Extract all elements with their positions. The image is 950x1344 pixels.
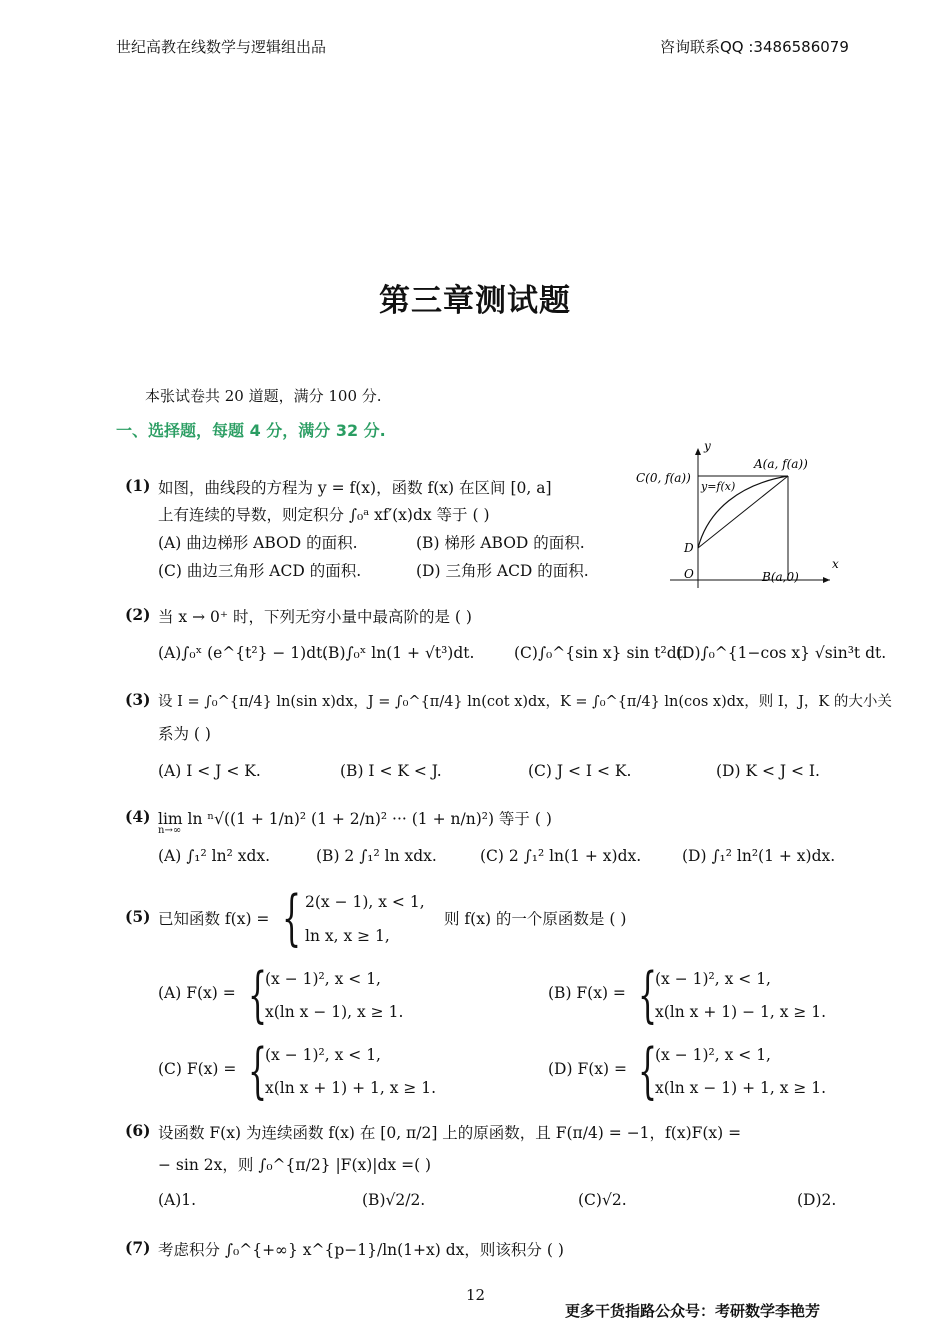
q1-line1: 如图，曲线段的方程为 y = f(x)，函数 f(x) 在区间 [0, a] [158, 479, 552, 497]
q4-option-d: (D) ∫₁² ln²(1 + x)dx. [682, 847, 836, 865]
q4-number: (4) [125, 807, 151, 826]
label-x: x [832, 557, 839, 571]
q6-option-b: (B)√2/2. [362, 1191, 426, 1209]
label-A: A(a, f(a)) [754, 457, 808, 471]
q5-option-d-label: (D) F(x) = [548, 1060, 627, 1078]
q5-option-b-label: (B) F(x) = [548, 984, 626, 1002]
q4-option-c: (C) 2 ∫₁² ln(1 + x)dx. [480, 847, 642, 865]
q3-number: (3) [125, 690, 151, 709]
label-B: B(a,0) [762, 570, 799, 584]
q6-option-d: (D)2. [797, 1191, 837, 1209]
q3-option-c: (C) J < I < K. [528, 762, 632, 780]
q6-line2: − sin 2x，则 ∫₀^{π/2} |F(x)|dx =( ) [158, 1156, 432, 1174]
q4-option-b: (B) 2 ∫₁² ln xdx. [316, 847, 437, 865]
intro-note: 本张试卷共 20 道题，满分 100 分. [145, 387, 382, 405]
q4-option-a: (A) ∫₁² ln² xdx. [158, 847, 271, 865]
curve-figure [630, 440, 845, 590]
q2-stem: 当 x → 0⁺ 时，下列无穷小量中最高阶的是 ( ) [158, 608, 472, 626]
q1-line2: 上有连续的导数，则定积分 ∫₀ᵃ xf′(x)dx 等于 ( ) [158, 506, 490, 524]
q5-option-a-case2: x(ln x − 1), x ≥ 1. [265, 1003, 404, 1021]
q6-option-a: (A)1. [158, 1191, 197, 1209]
q5-option-d-case1: (x − 1)², x < 1, [655, 1046, 771, 1064]
q3-option-d: (D) K < J < I. [716, 762, 820, 780]
label-D: D [684, 541, 694, 555]
q5-b-brace: { [638, 960, 658, 1030]
q1-option-c: (C) 曲边三角形 ACD 的面积. [158, 562, 362, 580]
label-curve: y=f(x) [701, 480, 736, 493]
q5-option-d-case2: x(ln x − 1) + 1, x ≥ 1. [655, 1079, 827, 1097]
page-title: 第三章测试题 [379, 283, 571, 319]
q5-brace: { [282, 883, 302, 953]
label-y: y [704, 440, 711, 453]
q2-option-a: (A)∫₀ˣ (e^{t²} − 1)dt. [158, 644, 328, 662]
q5-stem-post: 则 f(x) 的一个原函数是 ( ) [444, 910, 627, 928]
q3-option-b: (B) I < K < J. [340, 762, 442, 780]
page-number: 12 [466, 1286, 486, 1304]
q4-lim-subscript: n→∞ [158, 825, 182, 836]
q5-option-c-label: (C) F(x) = [158, 1060, 237, 1078]
q7-stem: 考虑积分 ∫₀^{+∞} x^{p−1}/ln(1+x) dx，则该积分 ( ) [158, 1241, 564, 1259]
label-O: O [684, 567, 694, 581]
x-axis-arrow [823, 577, 830, 583]
q5-f-case1: 2(x − 1), x < 1, [305, 893, 425, 911]
q1-number: (1) [125, 476, 151, 495]
q5-option-b-case1: (x − 1)², x < 1, [655, 970, 771, 988]
header-left: 世纪高教在线数学与逻辑组出品 [116, 38, 327, 56]
q2-option-b: (B)∫₀ˣ ln(1 + √t³)dt. [322, 644, 475, 662]
q5-stem-pre: 已知函数 f(x) = [158, 910, 270, 928]
q5-option-c-case1: (x − 1)², x < 1, [265, 1046, 381, 1064]
q5-option-c-case2: x(ln x + 1) + 1, x ≥ 1. [265, 1079, 437, 1097]
q6-number: (6) [125, 1121, 151, 1140]
q3-line1: 设 I = ∫₀^{π/4} ln(sin x)dx，J = ∫₀^{π/4} ln(cot x)dx，K = ∫₀^{π/4} ln(cos x)dx，则 I，J，K 的大小关 [158, 694, 892, 710]
q1-option-a: (A) 曲边梯形 ABOD 的面积. [158, 534, 358, 552]
q5-option-b-case2: x(ln x + 1) − 1, x ≥ 1. [655, 1003, 827, 1021]
section-heading: 一、选择题，每题 4 分，满分 32 分. [116, 421, 386, 440]
q3-option-a: (A) I < J < K. [158, 762, 261, 780]
header-right: 咨询联系QQ :3486586079 [660, 38, 849, 56]
label-C: C(0, f(a)) [636, 471, 691, 485]
q5-option-a-case1: (x − 1)², x < 1, [265, 970, 381, 988]
q2-option-d: (D)∫₀^{1−cos x} √sin³t dt. [676, 644, 887, 662]
q7-number: (7) [125, 1238, 151, 1257]
q6-option-c: (C)√2. [578, 1191, 627, 1209]
q5-c-brace: { [248, 1036, 268, 1106]
q1-option-d: (D) 三角形 ACD 的面积. [416, 562, 589, 580]
q6-line1: 设函数 F(x) 为连续函数 f(x) 在 [0, π/2] 上的原函数，且 F(π/4) = −1，f(x)F(x) = [158, 1124, 742, 1142]
footer-promo: 更多干货指路公众号：考研数学李艳芳 [565, 1302, 821, 1320]
q1-option-b: (B) 梯形 ABOD 的面积. [416, 534, 585, 552]
q5-d-brace: { [638, 1036, 658, 1106]
q5-option-a-label: (A) F(x) = [158, 984, 236, 1002]
q5-f-case2: ln x, x ≥ 1, [305, 927, 390, 945]
q5-a-brace: { [248, 960, 268, 1030]
y-axis-arrow [695, 448, 701, 455]
q4-stem: lim ln ⁿ√((1 + 1/n)² (1 + 2/n)² ··· (1 + n/n)²) 等于 ( ) [158, 810, 552, 828]
q5-number: (5) [125, 907, 151, 926]
q3-line2: 系为 ( ) [158, 725, 211, 743]
q2-number: (2) [125, 605, 151, 624]
q2-option-c: (C)∫₀^{sin x} sin t²dt. [514, 644, 688, 662]
